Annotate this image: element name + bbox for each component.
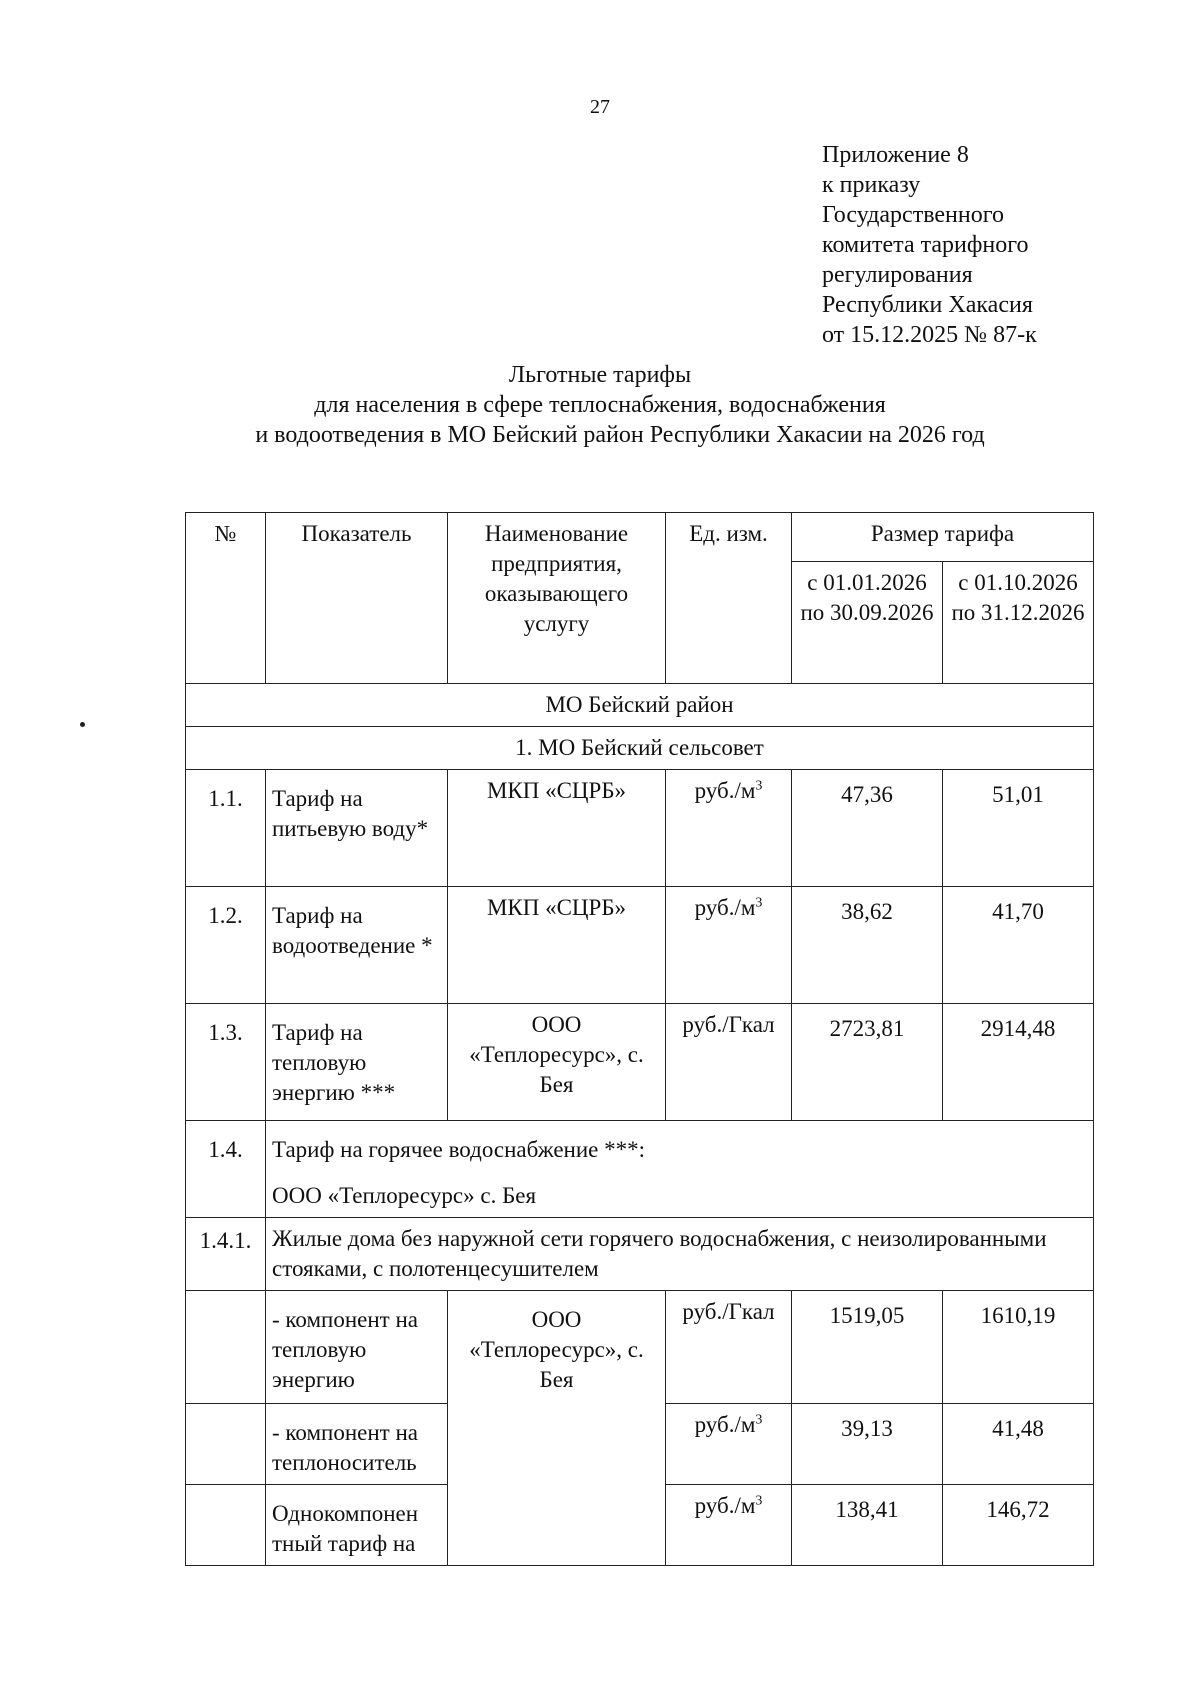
row-value-1: 39,13 <box>792 1404 943 1485</box>
title-line: и водоотведения в МО Бейский район Республики Хакасии на 2026 год <box>255 422 985 448</box>
unit-superscript: 3 <box>755 895 763 911</box>
header-num: № <box>186 513 266 684</box>
row-num: 1.2. <box>186 887 266 1004</box>
table-row <box>186 887 1094 1004</box>
row-enterprise: ООО «Теплоресурс», с. Бея <box>448 1004 666 1121</box>
row-enterprise: ООО «Теплоресурс», с. Бея <box>448 1291 666 1566</box>
table-row <box>186 1004 1094 1121</box>
tariff-table <box>185 512 1094 1566</box>
row-num: 1.3. <box>186 1004 266 1121</box>
row-unit <box>666 887 792 1004</box>
row-value-1: 138,41 <box>792 1485 943 1566</box>
row-num: 1.4.1. <box>186 1218 266 1291</box>
table-header-row <box>186 513 1094 562</box>
appendix-line: комитета тарифного <box>822 232 1029 258</box>
unit-text: руб./м <box>694 1412 756 1437</box>
council-heading: 1. МО Бейский сельсовет <box>186 727 1094 770</box>
row-num: 1.4. <box>186 1121 266 1218</box>
subsection-text: Жилые дома без наружной сети горячего водоснабжения, с неизолированными стояками, с полотенцесушителем <box>266 1218 1094 1291</box>
row-unit <box>666 1004 792 1121</box>
district-heading: МО Бейский район <box>186 684 1094 727</box>
unit-superscript: 3 <box>755 1493 763 1509</box>
hot-water-title: Тариф на горячее водоснабжение ***: <box>272 1137 646 1162</box>
unit-text: руб./Гкал <box>682 1299 775 1324</box>
row-num-empty <box>186 1404 266 1485</box>
row-num-empty <box>186 1291 266 1404</box>
row-value-1: 38,62 <box>792 887 943 1004</box>
appendix-line: Республики Хакасия <box>822 292 1033 318</box>
row-indicator: Тариф на тепловую энергию *** <box>266 1004 448 1121</box>
appendix-line: регулирования <box>822 262 973 288</box>
scan-speck <box>80 722 85 727</box>
header-period-1: с 01.01.2026 по 30.09.2026 <box>792 562 943 684</box>
appendix-line: Государственного <box>822 202 1004 228</box>
unit-superscript: 3 <box>755 778 763 794</box>
row-value-1: 47,36 <box>792 770 943 887</box>
unit-text: руб./Гкал <box>682 1012 775 1037</box>
appendix-note <box>822 140 1037 350</box>
row-indicator: - компонент на теплоноситель <box>266 1404 448 1485</box>
row-num: 1.1. <box>186 770 266 887</box>
unit-text: руб./м <box>694 1493 756 1518</box>
unit-text: руб./м <box>694 895 756 920</box>
row-unit <box>666 1404 792 1485</box>
unit-text: руб./м <box>694 778 756 803</box>
header-enterprise: Наименование предприятия, оказывающего услугу <box>448 513 666 684</box>
title-line: Льготные тарифы <box>508 362 692 388</box>
hot-water-enterprise: ООО «Теплоресурс» с. Бея <box>272 1183 537 1208</box>
table-row <box>186 770 1094 887</box>
header-indicator: Показатель <box>266 513 448 684</box>
section-row <box>186 684 1094 727</box>
header-period-2: с 01.10.2026 по 31.12.2026 <box>943 562 1094 684</box>
row-value-1: 1519,05 <box>792 1291 943 1404</box>
row-value-2: 41,70 <box>943 887 1094 1004</box>
row-unit <box>666 1291 792 1404</box>
row-enterprise: МКП «СЦРБ» <box>448 770 666 887</box>
row-indicator: Однокомпонен тный тариф на <box>266 1485 448 1566</box>
row-value-2: 41,48 <box>943 1404 1094 1485</box>
row-unit <box>666 1485 792 1566</box>
table-row <box>186 1218 1094 1291</box>
section-row <box>186 727 1094 770</box>
appendix-line: к приказу <box>822 172 921 198</box>
row-indicator: Тариф на водоотведение * <box>266 887 448 1004</box>
appendix-line: от 15.12.2025 № 87-к <box>822 322 1037 348</box>
row-value-2: 2914,48 <box>943 1004 1094 1121</box>
table-row <box>186 1121 1094 1218</box>
row-num-empty <box>186 1485 266 1566</box>
header-tariff-size: Размер тарифа <box>792 513 1094 562</box>
row-unit <box>666 770 792 887</box>
table-row <box>186 1291 1094 1404</box>
document-title <box>0 360 1200 450</box>
header-unit: Ед. изм. <box>666 513 792 684</box>
row-enterprise: МКП «СЦРБ» <box>448 887 666 1004</box>
row-indicator: Тариф на питьевую воду* <box>266 770 448 887</box>
page-number: 27 <box>590 96 610 118</box>
hot-water-cell <box>266 1121 1094 1218</box>
row-indicator: - компонент на тепловую энергию <box>266 1291 448 1404</box>
title-line: для населения в сфере теплоснабжения, водоснабжения <box>314 392 886 418</box>
row-value-2: 1610,19 <box>943 1291 1094 1404</box>
row-value-1: 2723,81 <box>792 1004 943 1121</box>
appendix-line: Приложение 8 <box>822 142 969 168</box>
row-value-2: 51,01 <box>943 770 1094 887</box>
unit-superscript: 3 <box>755 1412 763 1428</box>
row-value-2: 146,72 <box>943 1485 1094 1566</box>
